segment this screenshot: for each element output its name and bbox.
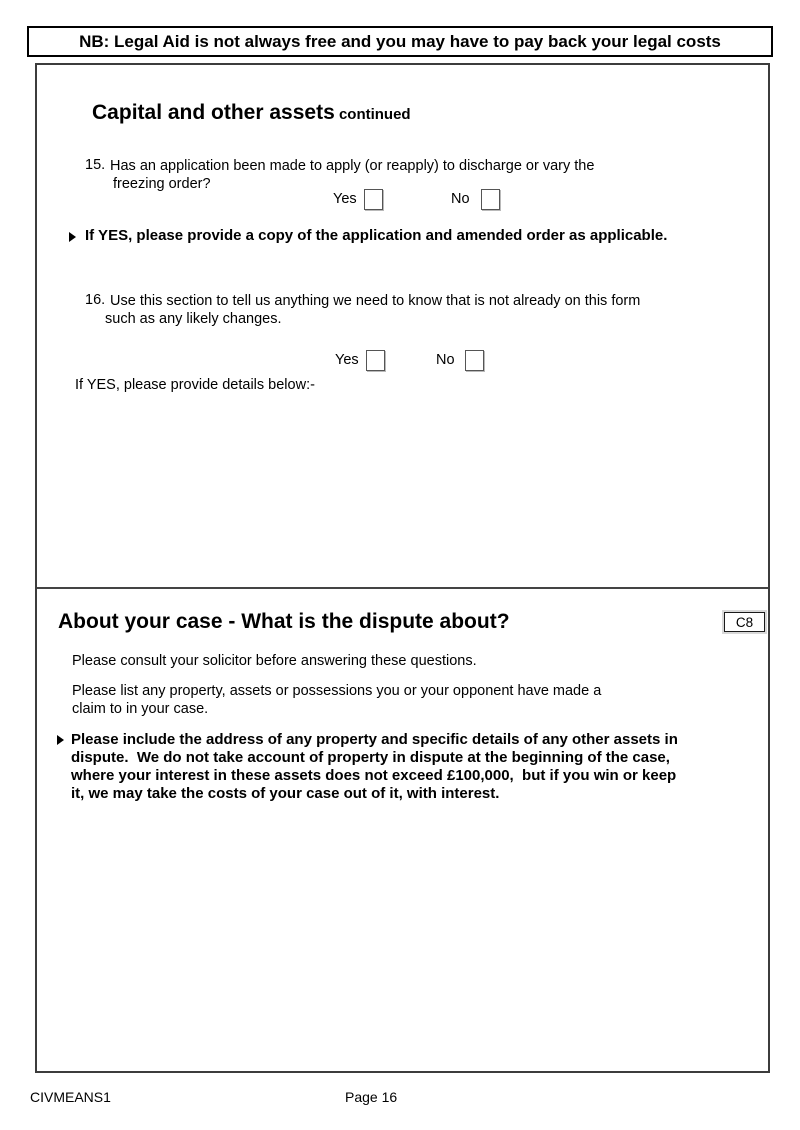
dispute-details-area[interactable] [49,813,754,1063]
legal-aid-warning-banner [27,26,773,57]
q15-number: 15. [85,157,106,173]
q15-if-yes-note: If YES, please provide a copy of the application and amended order as applicable. [85,227,668,244]
capital-section-title [57,77,411,149]
about-para2-line2: claim to in your case. [72,701,209,717]
q16-no-label: No [436,352,455,368]
footer-page-number: Page 16 [345,1089,398,1105]
q16-yes-checkbox[interactable] [366,350,385,371]
form-main-box [35,63,770,1073]
arrow-bullet-icon [57,735,64,745]
about-note-line2: dispute. We do not take account of property in dispute at the beginning of the case, [71,749,670,766]
q16-number: 16. [85,292,106,308]
q15-yes-checkbox[interactable] [364,189,383,210]
q15-text-line1: Has an application been made to apply (or reapply) to discharge or vary the [110,158,595,174]
q16-text-line2: such as any likely changes. [105,311,282,327]
q16-text-line1: Use this section to tell us anything we need to know that is not already on this form [110,293,641,309]
about-section-title: About your case - What is the dispute about? [58,610,510,633]
about-para2-line1: Please list any property, assets or possessions you or your opponent have made a [72,683,602,699]
about-note-line1: Please include the address of any property and specific details of any other assets in [71,731,678,748]
section-ref-badge [724,612,765,632]
footer-form-code: CIVMEANS1 [30,1089,111,1105]
section-divider [37,587,768,589]
q16-yes-label: Yes [335,352,359,368]
about-para1: Please consult your solicitor before answering these questions. [72,653,477,669]
capital-title-text: Capital and other assets [92,101,335,124]
banner-text: NB: Legal Aid is not always free and you may have to pay back your legal costs [79,31,721,51]
q16-details-area[interactable] [49,399,754,584]
q15-no-checkbox[interactable] [481,189,500,210]
q15-text-line2: freezing order? [113,176,211,192]
q15-yes-label: Yes [333,191,357,207]
q16-details-prompt: If YES, please provide details below:- [75,377,315,393]
section-ref-code: C8 [735,614,754,630]
arrow-bullet-icon [69,232,76,242]
about-note-line3: where your interest in these assets does not exceed £100,000, but if you win or keep [71,767,677,784]
capital-title-suffix: continued [338,106,411,123]
q15-no-label: No [451,191,470,207]
about-note-line4: it, we may take the costs of your case out of it, with interest. [71,785,500,802]
q16-no-checkbox[interactable] [465,350,484,371]
